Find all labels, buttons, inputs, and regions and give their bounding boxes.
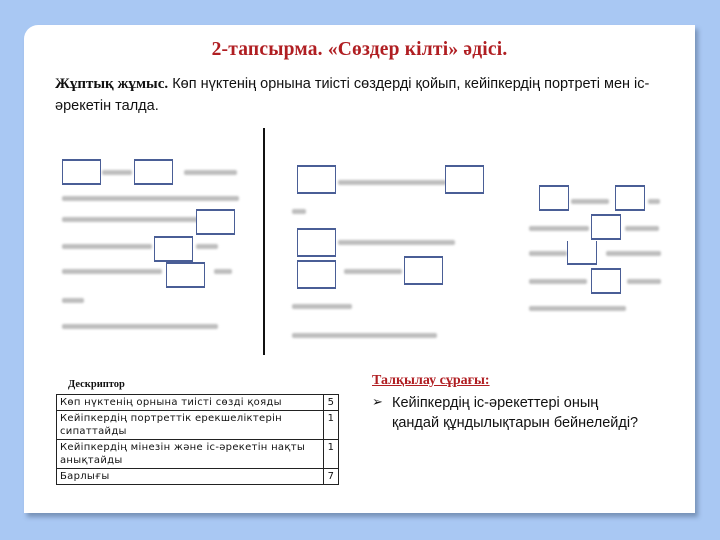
descriptor-title: Дескриптор [68,379,125,390]
table-row [57,469,339,485]
task-type-label: Жұптық жұмыс. [55,76,169,92]
blank-box [166,262,205,288]
criterion-cell: Барлығы [57,469,324,485]
blank-box [297,228,336,257]
blank-box [404,256,443,285]
table-row [57,440,339,469]
blank-box [445,165,484,194]
blank-box [539,185,569,211]
discussion-question: Кейіпкердің іс-әрекеттері оның қандай құндылықтарын бейнелейді? [392,395,639,431]
points-cell: 1 [324,440,339,469]
criterion-cell: Көп нүктенің орнына тиісті сөзді қояды [57,395,324,411]
table-row [57,411,339,440]
points-cell: 5 [324,395,339,411]
blank-box [154,236,193,262]
blank-box [297,260,336,289]
blank-box [591,214,621,240]
blank-box [567,241,597,265]
descriptor-table [56,394,339,485]
blank-box [297,165,336,194]
column-divider [263,128,265,355]
slide-card [24,25,695,513]
blank-box [591,268,621,294]
criterion-cell: Кейіпкердің мінезін және іс-әрекетін нақты анықтайды [57,440,324,469]
blank-box [615,185,645,211]
discussion-bullet [372,393,672,433]
criterion-cell: Кейіпкердің портреттік ерекшеліктерін сипаттайды [57,411,324,440]
slide-title: 2-тапсырма. «Сөздер кілті» әдісі. [211,39,508,60]
blank-box [134,159,173,185]
table-row [57,395,339,411]
points-cell: 7 [324,469,339,485]
task-instructions [55,73,665,117]
task-text: Көп нүктенің орнына тиісті сөздерді қойып, кейіпкердің портреті мен іс-әрекетін талда. [55,76,650,114]
blank-box [62,159,101,185]
arrow-bullet-icon: ➢ [372,394,383,409]
discussion-title: Талқылау сұрағы: [372,373,490,388]
blank-box [196,209,235,235]
points-cell: 1 [324,411,339,440]
discussion-section [372,373,672,433]
